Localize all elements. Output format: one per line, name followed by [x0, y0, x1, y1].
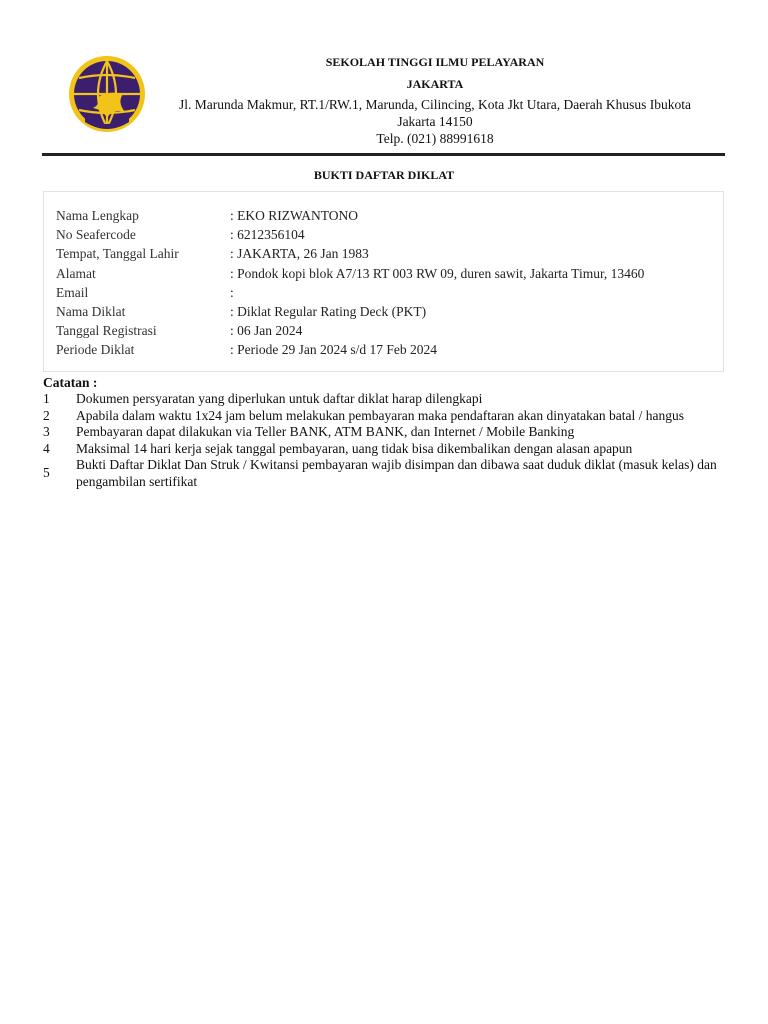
note-number: 4 — [43, 440, 50, 456]
note-number: 3 — [43, 424, 50, 439]
note-text: Apabila dalam waktu 1x24 jam belum melakukan pembayaran maka pendaftaran akan dinyatakan batal / hangus — [76, 407, 685, 423]
header-divider — [42, 153, 725, 156]
note-number: 5 — [43, 465, 50, 481]
field-value: : Pondok kopi blok A7/13 RT 003 RW 09, duren sawit, Jakarta Timur, 13460 — [230, 265, 645, 281]
field-label: Alamat — [56, 265, 96, 281]
field-row-address — [56, 264, 644, 283]
note-item — [43, 424, 723, 441]
note-text: Dokumen persyaratan yang diperlukan untuk daftar diklat harap dilengkapi — [76, 391, 483, 406]
note-item — [43, 391, 723, 408]
note-item — [43, 457, 723, 490]
notes-heading: Catatan : — [43, 375, 98, 390]
notes-section — [43, 375, 723, 490]
field-row-registration-date — [56, 321, 644, 340]
note-item — [43, 441, 723, 458]
note-text: Maksimal 14 hari kerja sejak tanggal pembayaran, uang tidak bisa dikembalikan dengan alasan apapun — [76, 440, 633, 456]
letterhead — [150, 52, 720, 147]
field-value: : Diklat Regular Rating Deck (PKT) — [230, 303, 427, 319]
field-label: Tempat, Tanggal Lahir — [56, 246, 179, 262]
institution-name: SEKOLAH TINGGI ILMU PELAYARAN — [325, 55, 545, 69]
field-value: : 6212356104 — [230, 227, 305, 243]
institution-logo — [67, 52, 147, 138]
registration-fields — [56, 206, 644, 360]
field-value: : — [230, 284, 234, 300]
document-title: BUKTI DAFTAR DIKLAT — [313, 168, 455, 182]
address-line-1: Jl. Marunda Makmur, RT.1/RW.1, Marunda, Cilincing, Kota Jkt Utara, Daerah Khusus Ibukota — [179, 97, 691, 112]
field-label: Tanggal Registrasi — [56, 323, 157, 339]
note-number: 1 — [43, 391, 50, 406]
field-row-training-period — [56, 340, 644, 359]
field-row-training-name — [56, 302, 644, 321]
note-number: 2 — [43, 407, 50, 423]
field-label: Periode Diklat — [56, 342, 135, 358]
address-line-2: Jakarta 14150 — [397, 114, 473, 129]
note-item — [43, 408, 723, 425]
field-value: : JAKARTA, 26 Jan 1983 — [230, 246, 369, 262]
field-value: : 06 Jan 2024 — [230, 323, 303, 339]
field-label: Email — [56, 284, 89, 300]
field-label: Nama Diklat — [56, 303, 126, 319]
field-label: Nama Lengkap — [56, 208, 139, 223]
note-text: Bukti Daftar Diklat Dan Struk / Kwitansi pembayaran wajib disimpan dan dibawa saat duduk diklat (masuk kelas) dan pengambilan sertifikat — [76, 457, 717, 489]
note-text: Pembayaran dapat dilakukan via Teller BANK, ATM BANK, dan Internet / Mobile Banking — [76, 424, 575, 439]
institution-city: JAKARTA — [406, 77, 464, 91]
field-row-seafarer-code — [56, 225, 644, 244]
field-value: : Periode 29 Jan 2024 s/d 17 Feb 2024 — [230, 342, 437, 358]
phone-number: Telp. (021) 88991618 — [376, 131, 494, 146]
field-value: : EKO RIZWANTONO — [230, 208, 358, 223]
field-row-birth-place-date — [56, 244, 644, 263]
field-row-full-name — [56, 206, 644, 225]
field-row-email — [56, 283, 644, 302]
field-label: No Seafercode — [56, 227, 136, 243]
